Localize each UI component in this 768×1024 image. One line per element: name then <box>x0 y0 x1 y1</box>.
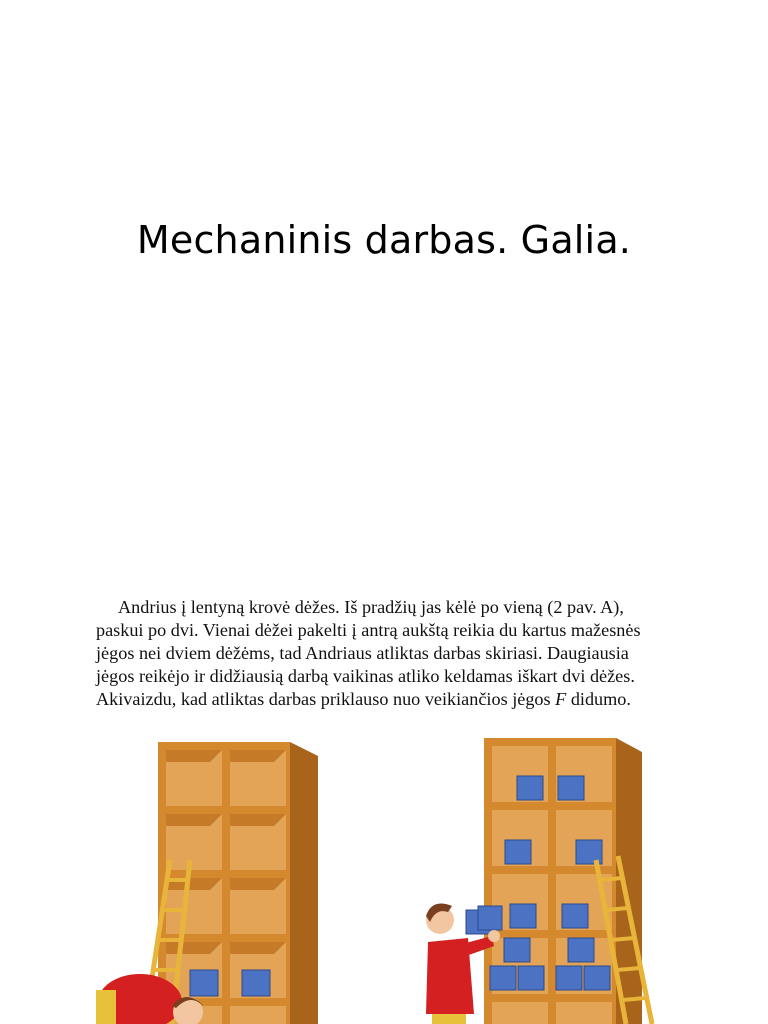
paragraph-line-2: paskui po dvi. Vienai dėžei pakelti į antrą aukštą reikia du kartus mažesnės <box>96 620 641 640</box>
left-shelf <box>158 742 318 1024</box>
slide-title: Mechaninis darbas. Galia. <box>136 218 632 262</box>
paragraph <box>96 596 696 711</box>
paragraph-line-4: jėgos reikėjo ir didžiausią darbą vaikinas atliko keldamas iškart dvi dėžes. <box>96 666 635 686</box>
paragraph-line-5: Akivaizdu, kad atliktas darbas priklauso nuo veikiančios jėgos F didumo. <box>96 689 631 709</box>
paragraph-line-3: jėgos nei dviem dėžėms, tad Andriaus atliktas darbas skiriasi. Daugiausia <box>96 643 629 663</box>
paragraph-line-1: Andrius į lentyną krovė dėžes. Iš pradžių jas kėlė po vieną (2 pav. A), <box>118 597 624 617</box>
shelves-illustration <box>0 730 768 1024</box>
